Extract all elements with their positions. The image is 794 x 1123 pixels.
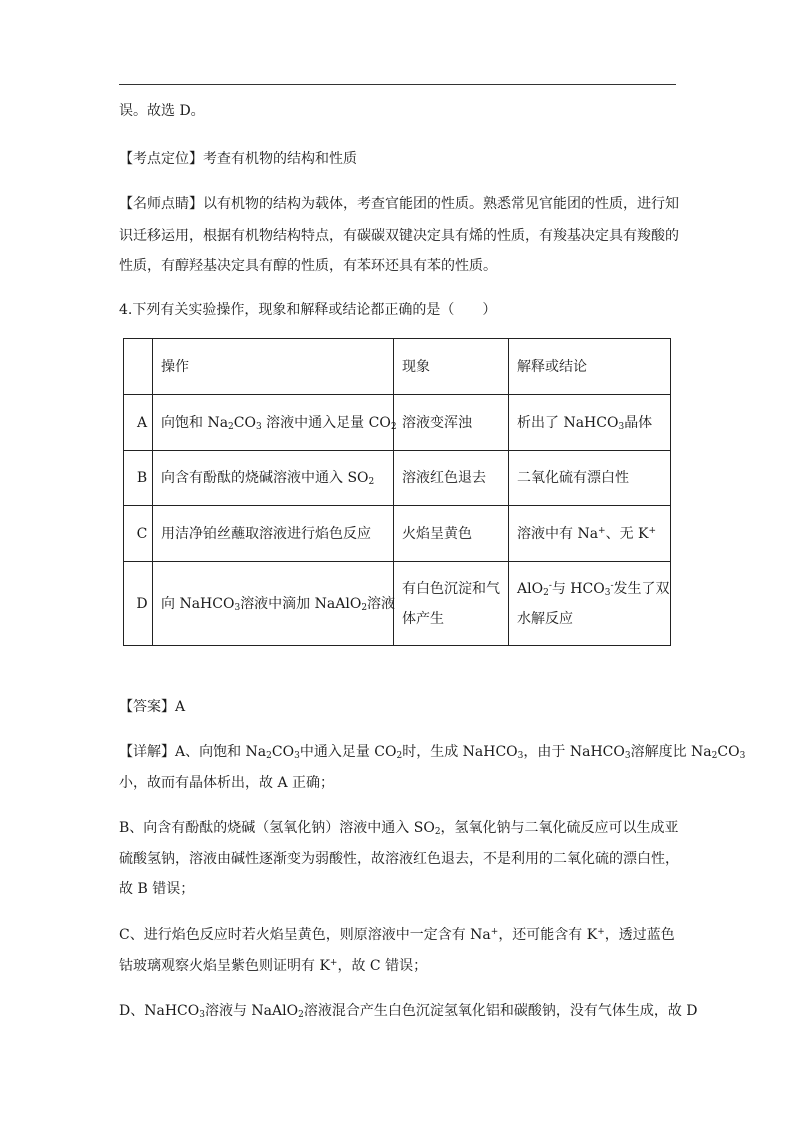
phenomenon-cell: 溶液变浑浊 [394, 395, 509, 451]
table-row [124, 451, 671, 506]
detail-line-d1: D、NaHCO$_3$溶液与 NaAlO$_2$溶液混合产生白色沉淀氢氧化铝和碳酸钠，没有气体生成，故 D [119, 1003, 698, 1020]
row-label: B [124, 451, 153, 506]
mingshi-line-3: 性质，有醇羟基决定具有醇的性质，有苯环还具有苯的性质。 [119, 258, 497, 274]
operation-cell: 向含有酚酞的烧碱溶液中通入 $SO_2$ [153, 451, 394, 506]
header-rule [119, 84, 676, 85]
detail-line-b1: B、向含有酚酞的烧碱（氢氧化钠）溶液中通入 $SO_2$，氢氧化钠与二氧化硫反应可以生成亚 [119, 820, 679, 837]
detail-line-b2: 硫酸氢钠，溶液由碱性逐渐变为弱酸性，故溶液红色退去，不是利用的二氧化硫的漂白性， [119, 851, 679, 867]
detail-line-a2: 小，故而有晶体析出，故 A 正确； [119, 775, 335, 791]
row-label: A [124, 395, 153, 451]
table-row [124, 395, 671, 451]
header-cell-operation: 操作 [153, 339, 394, 395]
phenomenon-cell: 有白色沉淀和气 体产生 [394, 562, 509, 646]
mingshi-line-1: 【名师点睛】以有机物的结构为载体，考查官能团的性质。熟悉常见官能团的性质，进行知 [119, 196, 679, 212]
conclusion-cell: 二氧化硫有漂白性 [509, 451, 671, 506]
operation-cell: 用洁净铂丝蘸取溶液进行焰色反应 [153, 506, 394, 562]
table-row [124, 506, 671, 562]
header-cell-blank [124, 339, 153, 395]
kaodian-heading: 【考点定位】考查有机物的结构和性质 [119, 151, 357, 167]
phenomenon-cell: 溶液红色退去 [394, 451, 509, 506]
mingshi-line-2: 识迁移运用，根据有机物结构特点，有碳碳双键决定具有烯的性质，有羧基决定具有羧酸的 [119, 228, 679, 244]
question-stem: 4.下列有关实验操作，现象和解释或结论都正确的是（ ） [119, 302, 497, 318]
operation-cell: 向饱和 $Na_2CO_3$ 溶液中通入足量 $CO_2$ [153, 395, 394, 451]
detail-line-c2: 钴玻璃观察火焰呈紫色则证明有 K+，故 C 错误； [119, 958, 428, 974]
experiment-table [123, 338, 671, 646]
text-line-conclusion: 误。故选 D。 [119, 103, 205, 119]
header-cell-conclusion: 解释或结论 [509, 339, 671, 395]
table-header-row [124, 339, 671, 395]
detail-line-c1: C、进行焰色反应时若火焰呈黄色，则原溶液中一定含有 Na+，还可能含有 K+，透过蓝色 [119, 927, 675, 943]
detail-line-b3: 故 B 错误； [119, 881, 195, 897]
operation-cell: 向 NaHCO$_3$溶液中滴加 NaAlO$_2$溶液 [153, 562, 394, 646]
header-cell-phenomenon: 现象 [394, 339, 509, 395]
answer-line: 【答案】A [119, 699, 186, 715]
conclusion-cell: 析出了 NaHCO$_3$晶体 [509, 395, 671, 451]
row-label: D [124, 562, 153, 646]
conclusion-cell: AlO$_2$-与 $HCO_3^-$发生了双 水解反应 [509, 562, 671, 646]
row-label: C [124, 506, 153, 562]
table-row [124, 562, 671, 646]
conclusion-cell: 溶液中有 Na+、无 K+ [509, 506, 671, 562]
phenomenon-cell: 火焰呈黄色 [394, 506, 509, 562]
detail-line-a1: 【详解】A、向饱和 $Na_2CO_3$中通入足量 $CO_2$时，生成 NaHCO$_3$，由于 NaHCO$_3$溶解度比 $Na_2CO_3$ [119, 744, 746, 761]
